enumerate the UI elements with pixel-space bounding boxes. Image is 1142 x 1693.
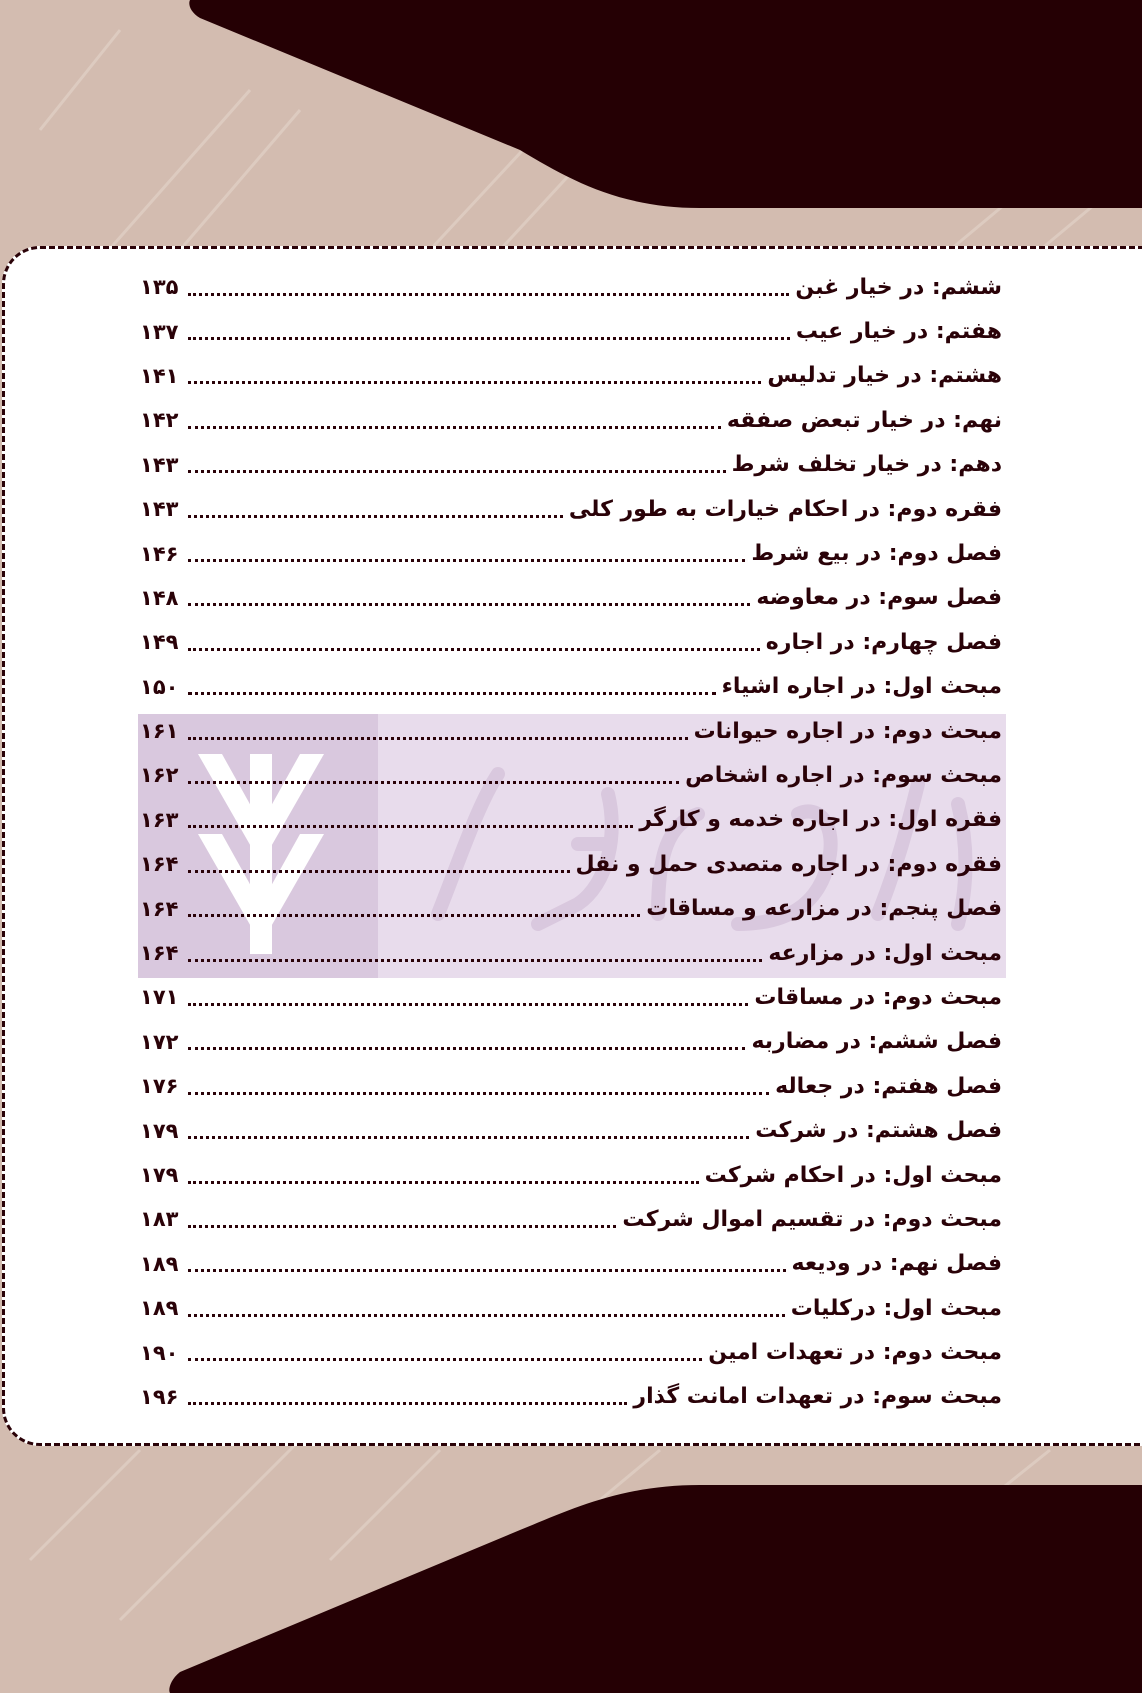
toc-entry-page: ۱۵۰ <box>140 674 179 699</box>
toc-entry-title: فصل نهم: در ودیعه <box>791 1251 1002 1277</box>
toc-entry-page: ۱۴۹ <box>140 630 179 655</box>
toc-entry-title: مبحث دوم: در تعهدات امین <box>708 1340 1002 1366</box>
toc-entry-title: مبحث اول: در اجاره اشیاء <box>721 674 1002 700</box>
dot-leader <box>188 1092 769 1095</box>
toc-entry[interactable] <box>140 620 1002 664</box>
dot-leader <box>188 515 563 518</box>
toc-entry-page: ۱۶۱ <box>140 719 179 744</box>
toc-entry-page: ۱۳۷ <box>140 319 179 344</box>
toc-entry-page: ۱۶۴ <box>140 941 179 966</box>
toc-entry-page: ۱۷۲ <box>140 1029 179 1054</box>
dot-leader <box>188 1358 702 1361</box>
toc-entry-page: ۱۶۴ <box>140 852 179 877</box>
bottom-dark-band <box>169 1485 1142 1693</box>
toc-entry-page: ۱۴۶ <box>140 541 179 566</box>
toc-entry-page: ۱۶۲ <box>140 763 179 788</box>
dot-leader <box>188 1314 785 1317</box>
toc-entry-page: ۱۸۳ <box>140 1207 179 1232</box>
toc-entry[interactable] <box>140 1242 1002 1286</box>
dot-leader <box>188 337 790 340</box>
toc-entry-title: مبحث اول: درکلیات <box>790 1295 1002 1321</box>
toc-entry-page: ۱۷۶ <box>140 1074 179 1099</box>
dot-leader <box>188 381 761 384</box>
toc-entry-title: فقره اول: در اجاره خدمه و کارگر <box>639 807 1002 833</box>
dot-leader <box>188 781 679 784</box>
toc-entry-title: هشتم: در خیار تدلیس <box>767 363 1002 389</box>
toc-entry-title: فصل سوم: در معاوضه <box>756 585 1002 611</box>
toc-entry-title: مبحث اول: در مزارعه <box>768 940 1002 966</box>
toc-entry-title: فصل پنجم: در مزارعه و مساقات <box>646 896 1002 922</box>
toc-entry-page: ۱۴۱ <box>140 363 179 388</box>
dot-leader <box>188 825 633 828</box>
dot-leader <box>188 1402 627 1405</box>
toc-entry[interactable] <box>140 443 1002 487</box>
toc-entry[interactable] <box>140 576 1002 620</box>
dot-leader <box>188 914 640 917</box>
toc-entry-title: مبحث اول: در احکام شرکت <box>704 1162 1002 1188</box>
dot-leader <box>188 1047 745 1050</box>
dot-leader <box>188 1269 786 1272</box>
toc-entry-title: فصل هفتم: در جعاله <box>775 1073 1002 1099</box>
dot-leader <box>188 737 688 740</box>
toc-entry-title: مبحث دوم: در تقسیم اموال شرکت <box>622 1206 1002 1232</box>
toc-entry-page: ۱۹۰ <box>140 1340 179 1365</box>
dot-leader <box>188 559 745 562</box>
toc-entry-page: ۱۶۴ <box>140 896 179 921</box>
dot-leader <box>188 293 789 296</box>
toc-entry-title: دهم: در خیار تخلف شرط <box>731 452 1002 478</box>
toc-entry[interactable] <box>140 1375 1002 1419</box>
toc-entry[interactable] <box>140 487 1002 531</box>
toc-entry-page: ۱۹۶ <box>140 1384 179 1409</box>
toc-entry[interactable] <box>140 354 1002 398</box>
toc-entry[interactable] <box>140 309 1002 353</box>
dot-leader <box>188 870 570 873</box>
dot-leader <box>188 603 750 606</box>
top-dark-band <box>189 0 1142 208</box>
toc-entry[interactable] <box>140 798 1002 842</box>
toc-entry-title: هفتم: در خیار عیب <box>795 319 1002 345</box>
dot-leader <box>188 1003 748 1006</box>
dot-leader <box>188 1181 699 1184</box>
toc-entry-page: ۱۴۸ <box>140 585 179 610</box>
toc-entry[interactable] <box>140 975 1002 1019</box>
toc-entry-page: ۱۷۱ <box>140 985 179 1010</box>
toc-entry-page: ۱۷۹ <box>140 1163 179 1187</box>
toc-entry[interactable] <box>140 1153 1002 1197</box>
toc-entry-page: ۱۴۳ <box>140 452 179 477</box>
dot-leader <box>188 426 721 429</box>
toc-entry-title: مبحث دوم: در اجاره حیوانات <box>693 718 1002 744</box>
toc-entry-title: مبحث دوم: در مساقات <box>754 984 1002 1010</box>
toc-entry-title: مبحث سوم: در تعهدات امانت گذار <box>633 1384 1002 1410</box>
toc-entry-page: ۱۳۵ <box>140 275 179 300</box>
toc-entry-page: ۱۸۹ <box>140 1296 179 1321</box>
toc-entry[interactable] <box>140 665 1002 709</box>
dot-leader <box>188 648 760 651</box>
toc-entry[interactable] <box>140 1286 1002 1330</box>
toc-entry-title: فصل هشتم: در شرکت <box>755 1118 1002 1144</box>
toc-entry[interactable] <box>140 1064 1002 1108</box>
toc-entry-page: ۱۴۲ <box>140 408 179 433</box>
toc-entry-page: ۱۸۹ <box>140 1251 179 1276</box>
toc-entry[interactable] <box>140 931 1002 975</box>
toc-entry-title: فصل چهارم: در اجاره <box>765 629 1002 655</box>
dot-leader <box>188 470 726 473</box>
toc-entry-title: مبحث سوم: در اجاره اشخاص <box>685 762 1002 788</box>
dot-leader <box>188 959 762 962</box>
toc-entry[interactable] <box>140 1330 1002 1374</box>
toc-entry[interactable] <box>140 1020 1002 1064</box>
toc-entry[interactable] <box>140 842 1002 886</box>
toc-entry[interactable] <box>140 886 1002 930</box>
toc-entry[interactable] <box>140 265 1002 309</box>
dot-leader <box>188 1136 749 1139</box>
table-of-contents <box>140 265 1002 1419</box>
dot-leader <box>188 1225 616 1228</box>
toc-entry-title: فصل ششم: در مضاربه <box>751 1029 1002 1055</box>
toc-entry-title: نهم: در خیار تبعض صفقه <box>726 407 1002 433</box>
toc-entry-title: فصل دوم: در بیع شرط <box>751 541 1002 567</box>
toc-entry[interactable] <box>140 709 1002 753</box>
toc-entry-title: ششم: در خیار غبن <box>795 274 1002 300</box>
toc-entry[interactable] <box>140 1197 1002 1241</box>
toc-entry[interactable] <box>140 398 1002 442</box>
dot-leader <box>188 692 716 695</box>
toc-entry[interactable] <box>140 753 1002 797</box>
toc-entry-page: ۱۷۹ <box>140 1118 179 1143</box>
toc-entry[interactable] <box>140 1108 1002 1152</box>
toc-entry-page: ۱۴۳ <box>140 497 179 522</box>
toc-entry[interactable] <box>140 531 1002 575</box>
toc-entry-title: فقره دوم: در اجاره متصدی حمل و نقل <box>575 851 1002 877</box>
toc-entry-page: ۱۶۳ <box>140 807 179 832</box>
toc-entry-title: فقره دوم: در احکام خیارات به طور کلی <box>568 496 1002 522</box>
